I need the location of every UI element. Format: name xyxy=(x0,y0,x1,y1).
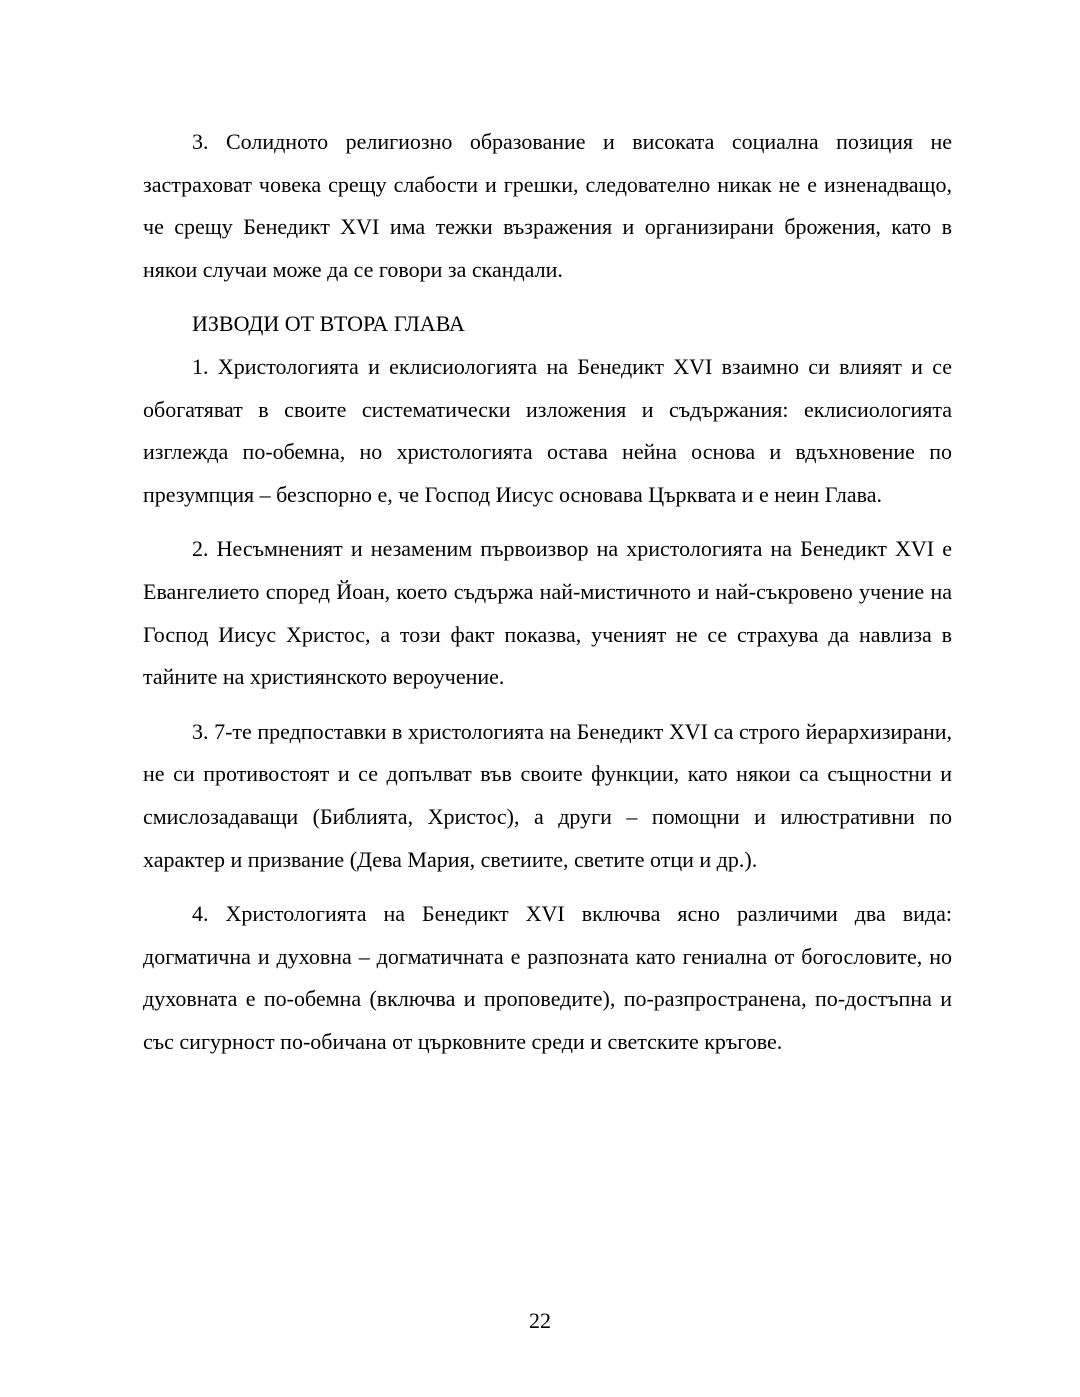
paragraph-conclusion-2: 2. Несъмненият и незаменим първоизвор на христологията на Бенедикт XVI е Евангелието според Йоан, което съдържа най-мистичното и най-съкровено учение на Господ Иисус Христос, а този факт показва, ученият не се страхува да навлиза в тайните на християнското вероучение. xyxy=(143,536,952,690)
page-number: 22 xyxy=(529,1308,551,1333)
paragraph-conclusion-1: 1. Христологията и еклисиологията на Бенедикт XVI взаимно си влияят и се обогатяват в своите систематически изложения и съдържания: еклисиологията изглежда по-обемна, но христологията остава нейна основа и вдъхновение по презумпция – безспорно е, че Господ Иисус основава Църквата и е неин Глава. xyxy=(143,353,952,507)
paragraph-conclusion-4: 4. Христологията на Бенедикт XVI включва ясно различими два вида: догматична и духовна – догматичната е разпозната като гениална от богословите, но духовната е по-обемна (включва и проповедите), по-разпространена, по-достъпна и със сигурност по-обичана от църковните среди и светските кръгове. xyxy=(143,901,952,1054)
document-body xyxy=(143,121,952,1075)
section-heading: ИЗВОДИ ОТ ВТОРА ГЛАВА xyxy=(192,311,465,337)
paragraph-conclusion-3: 3. Солидното религиозно образование и високата социална позиция не застраховат човека срещу слабости и грешки, следователно никак не е изненадващо, че срещу Бенедикт XVI има тежки възражения и организирани брожения, като в някои случаи може да се говори за скандали. xyxy=(143,129,952,282)
paragraph-conclusion-3b: 3. 7-те предпоставки в христологията на Бенедикт XVI са строго йерархизирани, не си противостоят и се допълват във своите функции, като някои са същностни и смислозадаващи (Библията, Христос), а други – помощни и илюстративни по характер и призвание (Дева Мария, светиите, светите отци и др.). xyxy=(143,718,952,872)
